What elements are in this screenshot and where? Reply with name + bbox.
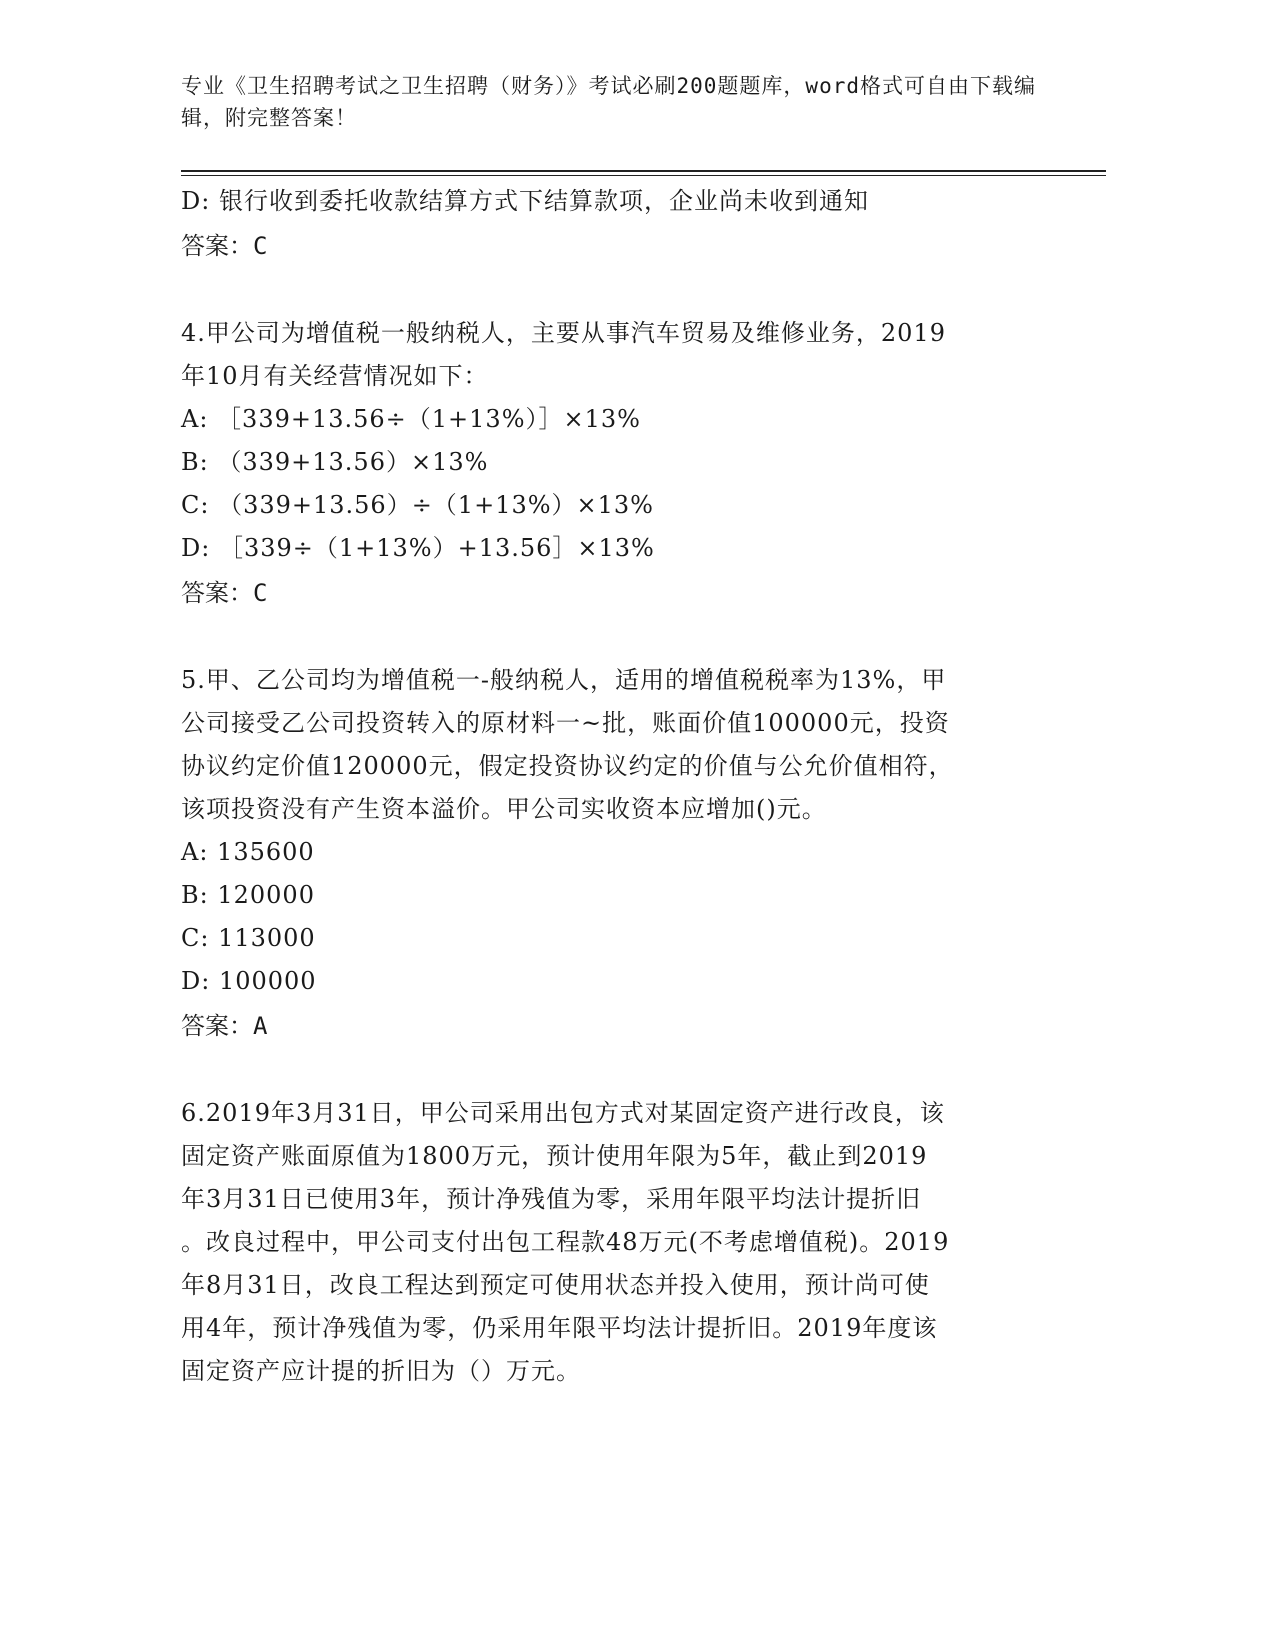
question-stem-line: 协议约定价值120000元，假定投资协议约定的价值与公允价值相符，	[181, 752, 954, 780]
option-c: C: 113000	[181, 924, 316, 952]
question-content	[181, 180, 1061, 1393]
option-d: D: 100000	[181, 967, 317, 995]
header-divider-thin	[181, 175, 1106, 176]
option-d: D: 银行收到委托收款结算方式下结算款项，企业尚未收到通知	[181, 187, 869, 215]
question-stem-line: 年10月有关经营情况如下：	[181, 362, 489, 390]
question-stem-line: 用4年，预计净残值为零，仍采用年限平均法计提折旧。2019年度该	[181, 1314, 938, 1342]
option-b: B: （339+13.56）×13%	[181, 448, 489, 476]
document-header: 专业《卫生招聘考试之卫生招聘（财务）》考试必刷200题题库，word格式可自由下载编辑，附完整答案！	[181, 74, 1036, 130]
question-6	[181, 1092, 1061, 1393]
option-c: C: （339+13.56）÷（1+13%）×13%	[181, 491, 654, 519]
header-divider-thick	[181, 170, 1106, 172]
answer-label: 答案：C	[181, 579, 268, 607]
question-3	[181, 180, 1061, 269]
question-5	[181, 659, 1061, 1049]
question-stem-line: 5.甲、乙公司均为增值税一-般纳税人，适用的增值税税率为13%，甲	[181, 666, 947, 694]
question-stem-line: 4.甲公司为增值税一般纳税人，主要从事汽车贸易及维修业务，2019	[181, 319, 946, 347]
question-stem-line: 。改良过程中，甲公司支付出包工程款48万元(不考虑增值税)。2019	[181, 1228, 950, 1256]
question-stem-line: 固定资产应计提的折旧为（）万元。	[181, 1357, 581, 1385]
question-stem-line: 年3月31日已使用3年，预计净残值为零，采用年限平均法计提折旧	[181, 1185, 922, 1213]
question-stem-line: 6.2019年3月31日，甲公司采用出包方式对某固定资产进行改良，该	[181, 1099, 945, 1127]
option-d: D: ［339÷（1+13%）+13.56］×13%	[181, 534, 655, 562]
option-a: A: ［339+13.56÷（1+13%）］×13%	[181, 405, 641, 433]
question-stem-line: 公司接受乙公司投资转入的原材料一~批，账面价值100000元，投资	[181, 709, 950, 737]
answer-label: 答案：A	[181, 1012, 268, 1040]
question-stem-line: 固定资产账面原值为1800万元，预计使用年限为5年，截止到2019	[181, 1142, 928, 1170]
answer-label: 答案：C	[181, 232, 268, 260]
option-b: B: 120000	[181, 881, 315, 909]
question-stem-line: 年8月31日，改良工程达到预定可使用状态并投入使用，预计尚可使	[181, 1271, 930, 1299]
option-a: A: 135600	[181, 838, 315, 866]
question-stem-line: 该项投资没有产生资本溢价。甲公司实收资本应增加()元。	[181, 795, 827, 823]
question-4	[181, 312, 1061, 616]
